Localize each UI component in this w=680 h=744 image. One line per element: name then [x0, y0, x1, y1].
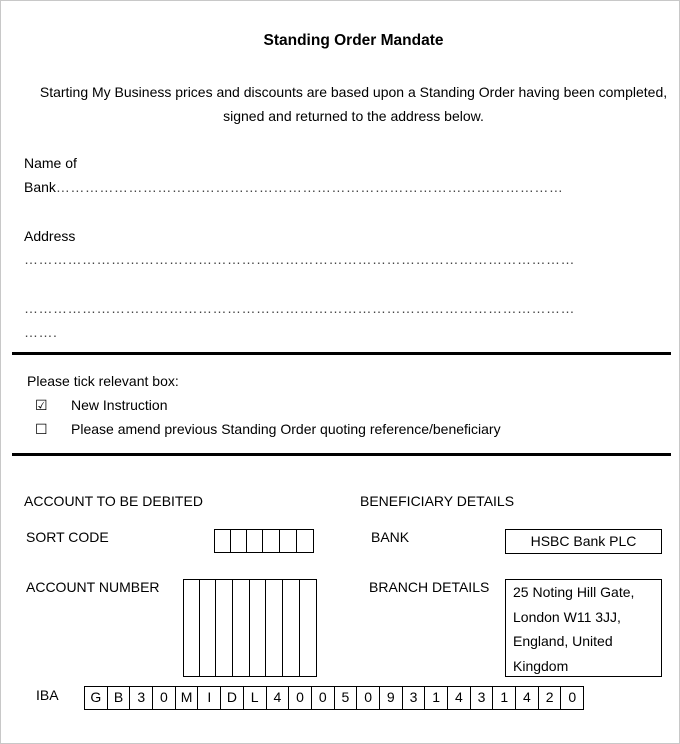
option-label: Please amend previous Standing Order quoting reference/beneficiary [71, 421, 501, 437]
address-line-3[interactable]: ……. [24, 324, 58, 340]
divider [12, 352, 671, 355]
iban-cell: 1 [493, 686, 516, 710]
debit-heading: ACCOUNT TO BE DEBITED [24, 493, 203, 509]
branch-line: 25 Noting Hill Gate, [513, 584, 635, 600]
bank-dots: …………………………………………………………………………………………… [55, 179, 564, 195]
iban-cell: 0 [357, 686, 380, 710]
branch-details-label: BRANCH DETAILS [369, 579, 490, 595]
iban-cell: I [198, 686, 221, 710]
sort-code-label: SORT CODE [26, 529, 109, 545]
option-label: New Instruction [71, 397, 168, 413]
iban-cell: 3 [130, 686, 153, 710]
iban-cell: 3 [403, 686, 426, 710]
iban-input[interactable] [84, 686, 584, 710]
iban-cell: 2 [539, 686, 562, 710]
iban-cell: D [221, 686, 244, 710]
option-new-instruction[interactable] [35, 397, 167, 414]
beneficiary-bank-field[interactable]: HSBC Bank PLC [505, 529, 662, 554]
tick-prompt: Please tick relevant box: [27, 373, 179, 389]
bank-label: Bank [24, 179, 56, 195]
account-number-label: ACCOUNT NUMBER [26, 579, 160, 595]
iban-cell: 4 [267, 686, 290, 710]
iban-cell: G [85, 686, 108, 710]
intro-text: Starting My Business prices and discounts are based upon a Standing Order having been completed, signed and returned to the address below. [39, 84, 668, 124]
branch-line: Kingdom [513, 657, 569, 674]
iban-label: IBA [36, 687, 59, 703]
iban-cell: B [108, 686, 131, 710]
iban-cell: 4 [516, 686, 539, 710]
address-label: Address [24, 228, 76, 244]
address-line-2[interactable]: …………………………………………………………………………………………………… [24, 300, 575, 316]
iban-cell: 0 [561, 686, 584, 710]
iban-cell: M [176, 686, 199, 710]
iban-cell: 0 [289, 686, 312, 710]
address-line-1[interactable]: …………………………………………………………………………………………………… [24, 251, 575, 267]
branch-details-field[interactable] [505, 579, 662, 677]
bank-name-label: Name of [24, 155, 77, 171]
branch-line: England, United [513, 633, 613, 649]
iban-cell: 1 [425, 686, 448, 710]
beneficiary-bank-label: BANK [371, 529, 410, 545]
branch-line: London W11 3JJ, [513, 608, 621, 625]
divider [12, 453, 671, 456]
iban-cell: L [244, 686, 267, 710]
iban-cell: 9 [380, 686, 403, 710]
iban-cell: 3 [471, 686, 494, 710]
iban-cell: 0 [312, 686, 335, 710]
checkbox-empty-icon[interactable]: ☐ [35, 421, 48, 437]
iban-cell: 4 [448, 686, 471, 710]
option-amend[interactable] [35, 421, 501, 438]
bank-name-field[interactable] [24, 179, 563, 195]
account-number-input[interactable] [183, 579, 317, 677]
sort-code-input[interactable] [214, 529, 314, 553]
checkbox-checked-icon[interactable]: ☑ [35, 397, 48, 413]
iban-cell: 5 [335, 686, 358, 710]
page-title: Standing Order Mandate [263, 32, 444, 49]
iban-cell: 0 [153, 686, 176, 710]
beneficiary-heading: BENEFICIARY DETAILS [360, 493, 515, 509]
